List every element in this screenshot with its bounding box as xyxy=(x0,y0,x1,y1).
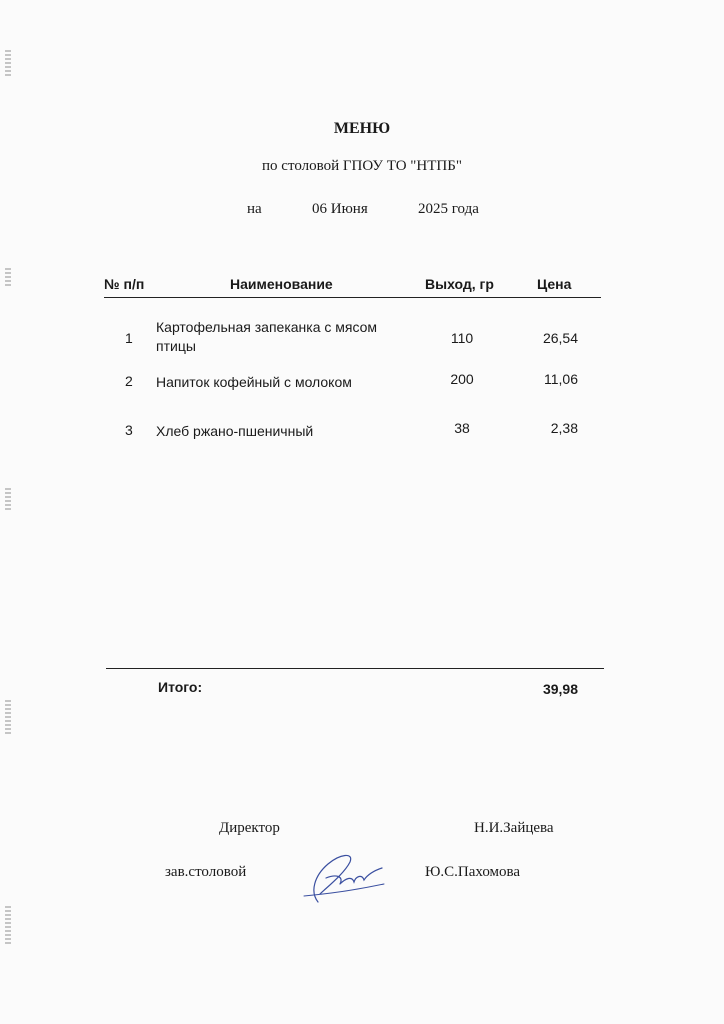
row-name: Напиток кофейный с молоком xyxy=(156,374,352,390)
row-number: 2 xyxy=(125,373,133,389)
table-footer-divider xyxy=(106,668,604,669)
table-header-divider xyxy=(104,297,601,298)
document-subtitle: по столовой ГПОУ ТО "НТПБ" xyxy=(262,158,462,174)
director-role: Директор xyxy=(219,820,280,836)
row-price: 26,54 xyxy=(542,330,578,346)
manager-name: Ю.С.Пахомова xyxy=(425,864,521,880)
scan-edge-mark xyxy=(5,488,11,510)
header-price: Цена xyxy=(537,276,572,292)
scan-edge-mark xyxy=(5,50,11,76)
date-label: на xyxy=(247,201,262,217)
total-label: Итого: xyxy=(158,679,203,695)
row-price: 2,38 xyxy=(550,420,578,436)
date-value: 06 Июня xyxy=(312,201,368,217)
header-name: Наименование xyxy=(230,276,333,292)
row-output: 110 xyxy=(450,330,474,346)
total-value: 39,98 xyxy=(542,681,578,697)
scan-edge-mark xyxy=(5,906,11,946)
handwritten-signature xyxy=(296,844,386,906)
row-number: 1 xyxy=(125,330,133,346)
row-output: 38 xyxy=(454,420,470,436)
header-number: № п/п xyxy=(104,276,145,292)
date-year: 2025 года xyxy=(418,201,479,217)
row-number: 3 xyxy=(125,422,133,438)
director-name: Н.И.Зайцева xyxy=(474,820,554,836)
row-price: 11,06 xyxy=(544,371,578,387)
header-output: Выход, гр xyxy=(425,276,494,292)
scan-edge-mark xyxy=(5,700,11,734)
manager-role: зав.столовой xyxy=(165,864,247,880)
document-title: МЕНЮ xyxy=(333,120,391,137)
row-name: Хлеб ржано-пшеничный xyxy=(156,423,314,439)
row-name: Картофельная запеканка с мясом птицы xyxy=(156,319,378,354)
row-output: 200 xyxy=(450,371,474,387)
scan-edge-mark xyxy=(5,268,11,286)
